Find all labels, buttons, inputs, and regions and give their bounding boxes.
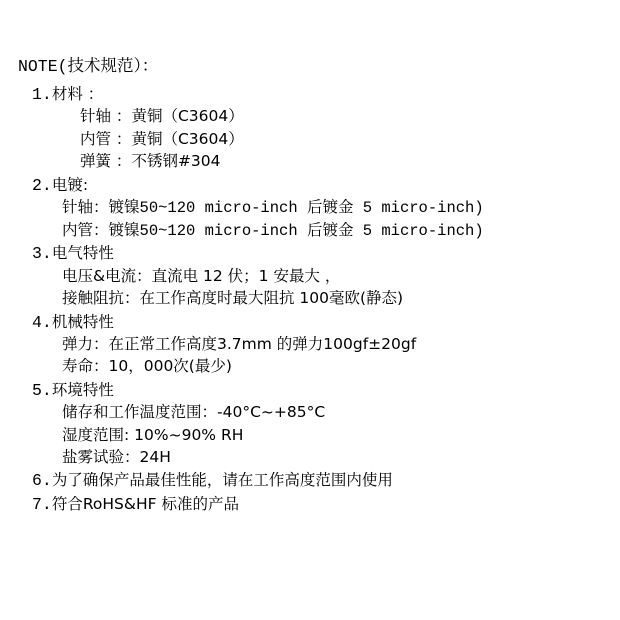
spec-label: 内管： [62,220,109,239]
section-heading-text: 材料 ： [51,85,104,103]
section-heading [18,311,608,334]
spec-line [18,197,608,220]
spec-value: 湿度范围: 10%~90% RH [62,425,244,444]
section-compliance-note [18,493,608,517]
spec-line [18,266,608,288]
spec-line [18,129,608,151]
document-title: NOTE(技术规范）： [18,57,159,76]
spec-line [18,447,608,469]
section-heading-text: 电镀: [51,175,89,194]
section-material [18,83,608,174]
spec-line [18,356,608,378]
spec-label: 针轴： [62,198,109,217]
spec-line [18,288,608,310]
spec-value: 镀镍50~120 micro-inch 后镀金 5 micro-inch) [108,221,484,240]
section-heading [18,174,608,197]
section-heading [18,379,608,402]
section-plating [18,174,608,243]
spec-value: 盐雾试验：24H [62,448,171,467]
spec-line [18,425,608,447]
spec-value: 接触阻抗：在工作高度时最大阻抗 100毫欧(静态) [62,289,404,308]
spec-value: 黄铜（C3604） [131,107,244,126]
section-number: 5. [32,380,52,400]
section-heading-text: 符合RoHS&HF 标准的产品 [51,495,239,514]
spec-line [18,220,608,243]
spec-label: 针轴 ： [80,107,132,126]
section-number: 7. [32,495,52,515]
section-heading-text: 为了确保产品最佳性能，请在工作高度范围内使用 [51,471,393,490]
spec-value: 寿命：10，000次(最少) [62,357,232,376]
section-usage-note [18,469,608,493]
spec-value: 镀镍50~120 micro-inch 后镀金 5 micro-inch) [108,199,484,218]
spec-value: 电压&电流：直流电 12 伏；1 安最大 ， [62,266,341,285]
section-heading-text: 机械特性 [51,312,114,331]
spec-line [18,151,608,173]
section-heading-text: 电气特性 [51,244,114,263]
section-heading [18,242,608,265]
section-number: 2. [32,175,52,195]
spec-value: 储存和工作温度范围：-40°C~+85°C [62,403,326,422]
section-heading-text: 环境特性 [51,380,114,399]
section-electrical [18,242,608,310]
spec-line [18,402,608,424]
spec-value: 黄铜（C3604） [131,129,244,148]
section-number: 3. [32,244,52,264]
section-mechanical [18,311,608,379]
section-number: 1. [32,85,52,104]
spec-line [18,106,608,128]
section-number: 4. [32,312,52,332]
section-environmental [18,379,608,470]
spec-line [18,334,608,356]
section-heading [18,83,608,106]
spec-value: 不锈钢#304 [131,152,221,171]
spec-value: 弹力：在正常工作高度3.7mm 的弹力100gf±20gf [62,335,417,354]
spec-label: 弹簧 ： [80,152,132,171]
section-number: 6. [32,471,52,491]
spec-label: 内管 ： [80,129,132,148]
